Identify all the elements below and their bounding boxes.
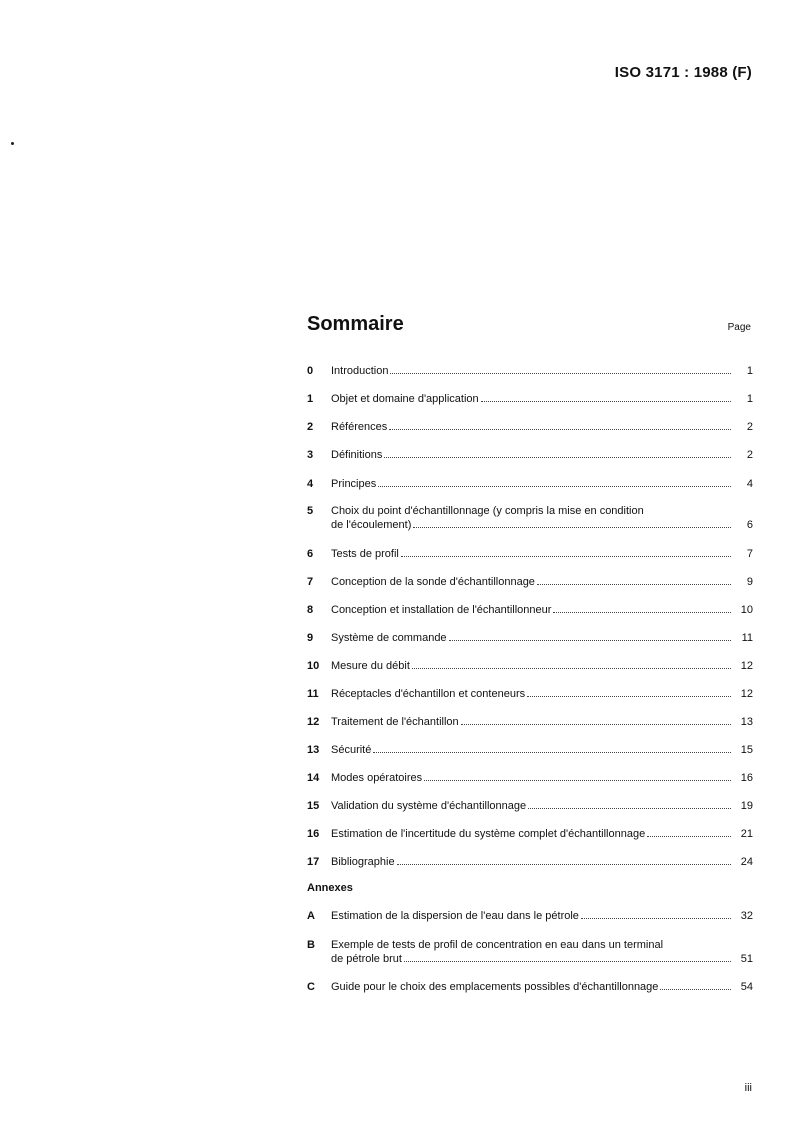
annex-entry-letter: A bbox=[307, 910, 315, 922]
toc-entry-page: 24 bbox=[740, 856, 753, 868]
toc-entry-1[interactable] bbox=[307, 392, 753, 406]
toc-entry-page: 19 bbox=[740, 800, 753, 812]
annex-entry-text: de pétrole brut bbox=[331, 953, 402, 965]
dot-leader bbox=[553, 612, 731, 613]
toc-entry-5[interactable] bbox=[307, 504, 753, 532]
toc-entry-number: 4 bbox=[307, 478, 314, 490]
toc-entry-page: 4 bbox=[746, 478, 753, 490]
toc-entry-text: Objet et domaine d'application bbox=[331, 393, 479, 405]
toc-entry-number: 3 bbox=[307, 449, 314, 461]
toc-entry-10[interactable] bbox=[307, 659, 753, 673]
dot-leader bbox=[660, 989, 731, 990]
toc-entry-text: Bibliographie bbox=[331, 856, 395, 868]
toc-entry-number: 17 bbox=[307, 856, 320, 868]
dot-leader bbox=[528, 808, 731, 809]
toc-entry-7[interactable] bbox=[307, 575, 753, 589]
toc-entry-page: 2 bbox=[746, 421, 753, 433]
toc-entry-6[interactable] bbox=[307, 547, 753, 561]
annex-entry-page: 51 bbox=[740, 953, 753, 965]
dot-leader bbox=[390, 373, 731, 374]
toc-entry-number: 12 bbox=[307, 716, 320, 728]
toc-entry-number: 16 bbox=[307, 828, 320, 840]
toc-entry-12[interactable] bbox=[307, 715, 753, 729]
toc-entry-page: 1 bbox=[746, 393, 753, 405]
toc-entry-number: 13 bbox=[307, 744, 320, 756]
toc-entry-page: 6 bbox=[746, 519, 753, 531]
toc-entry-13[interactable] bbox=[307, 743, 753, 757]
annex-entry-c[interactable] bbox=[307, 980, 753, 994]
toc-entry-number: 5 bbox=[307, 505, 314, 517]
toc-entry-text: Principes bbox=[331, 478, 377, 490]
toc-entry-text: Traitement de l'échantillon bbox=[331, 716, 459, 728]
toc-entry-page: 21 bbox=[740, 828, 753, 840]
toc-entry-page: 2 bbox=[746, 449, 753, 461]
toc-entry-text: Définitions bbox=[331, 449, 383, 461]
toc-entry-number: 11 bbox=[307, 688, 319, 700]
toc-entry-page: 10 bbox=[740, 604, 753, 616]
toc-entry-number: 0 bbox=[307, 365, 314, 377]
dot-leader bbox=[373, 752, 731, 753]
toc-entry-text: Modes opératoires bbox=[331, 772, 423, 784]
dot-leader bbox=[647, 836, 731, 837]
toc-entry-number: 6 bbox=[307, 548, 314, 560]
dot-leader bbox=[404, 961, 731, 962]
toc-entry-text: de l'écoulement) bbox=[331, 519, 412, 531]
toc-entry-page: 12 bbox=[740, 688, 753, 700]
toc-entry-text: Sécurité bbox=[331, 744, 372, 756]
dot-leader bbox=[397, 864, 731, 865]
annex-entry-text-line1: Exemple de tests de profil de concentration en eau dans un terminal bbox=[331, 939, 664, 951]
dot-leader bbox=[401, 556, 731, 557]
toc-entry-17[interactable] bbox=[307, 855, 753, 869]
dot-leader bbox=[424, 780, 731, 781]
toc-title: Sommaire bbox=[307, 313, 404, 335]
toc-entry-number: 10 bbox=[307, 660, 320, 672]
annex-entry-page: 32 bbox=[740, 910, 753, 922]
toc-entry-4[interactable] bbox=[307, 477, 753, 491]
dot-leader bbox=[481, 401, 731, 402]
annexes-heading: Annexes bbox=[307, 882, 353, 894]
toc-entry-14[interactable] bbox=[307, 771, 753, 785]
annex-entry-letter: C bbox=[307, 981, 315, 993]
annex-entry-letter: B bbox=[307, 939, 315, 951]
toc-entry-text: Réceptacles d'échantillon et conteneurs bbox=[331, 688, 526, 700]
toc-entry-15[interactable] bbox=[307, 799, 753, 813]
toc-entry-page: 7 bbox=[746, 548, 753, 560]
dot-leader bbox=[449, 640, 731, 641]
dot-leader bbox=[413, 527, 731, 528]
toc-entry-9[interactable] bbox=[307, 631, 753, 645]
toc-entry-page: 15 bbox=[740, 744, 753, 756]
dot-leader bbox=[461, 724, 731, 725]
dot-leader bbox=[389, 429, 731, 430]
toc-entry-page: 13 bbox=[740, 716, 753, 728]
dot-leader bbox=[384, 457, 731, 458]
toc-entry-page: 9 bbox=[746, 576, 753, 588]
toc-entry-3[interactable] bbox=[307, 448, 753, 462]
page-number: iii bbox=[744, 1082, 752, 1094]
toc-entry-number: 9 bbox=[307, 632, 314, 644]
scan-speck bbox=[11, 142, 14, 145]
toc-entry-text: Conception et installation de l'échantillonneur bbox=[331, 604, 552, 616]
toc-entry-text: Références bbox=[331, 421, 388, 433]
dot-leader bbox=[581, 918, 731, 919]
toc-entry-2[interactable] bbox=[307, 420, 753, 434]
toc-entry-text: Validation du système d'échantillonnage bbox=[331, 800, 527, 812]
toc-entry-text: Estimation de l'incertitude du système complet d'échantillonnage bbox=[331, 828, 646, 840]
toc-entry-number: 8 bbox=[307, 604, 314, 616]
toc-entry-number: 14 bbox=[307, 772, 320, 784]
toc-entry-number: 15 bbox=[307, 800, 320, 812]
annex-entry-text: Estimation de la dispersion de l'eau dans le pétrole bbox=[331, 910, 579, 922]
toc-entry-page: 11 bbox=[741, 632, 753, 644]
toc-entry-8[interactable] bbox=[307, 603, 753, 617]
dot-leader bbox=[412, 668, 731, 669]
toc-entry-text: Tests de profil bbox=[331, 548, 399, 560]
toc-entry-number: 2 bbox=[307, 421, 314, 433]
page-column-label: Page bbox=[727, 322, 751, 333]
annex-entry-page: 54 bbox=[740, 981, 753, 993]
dot-leader bbox=[537, 584, 731, 585]
toc-entry-text: Introduction bbox=[331, 365, 389, 377]
toc-entry-0[interactable] bbox=[307, 364, 753, 378]
annex-entry-text: Guide pour le choix des emplacements possibles d'échantillonnage bbox=[331, 981, 659, 993]
dot-leader bbox=[527, 696, 731, 697]
toc-entry-11[interactable] bbox=[307, 687, 753, 701]
dot-leader bbox=[378, 486, 731, 487]
toc-entry-16[interactable] bbox=[307, 827, 753, 841]
toc-entry-page: 12 bbox=[740, 660, 753, 672]
toc-entry-page: 1 bbox=[746, 365, 753, 377]
toc-entry-text: Mesure du débit bbox=[331, 660, 410, 672]
document-reference: ISO 3171 : 1988 (F) bbox=[614, 64, 752, 81]
toc-entry-page: 16 bbox=[740, 772, 753, 784]
toc-entry-number: 1 bbox=[307, 393, 314, 405]
annex-entry-a[interactable] bbox=[307, 909, 753, 923]
toc-entry-number: 7 bbox=[307, 576, 314, 588]
annex-entry-b[interactable] bbox=[307, 938, 753, 966]
toc-entry-text-line1: Choix du point d'échantillonnage (y compris la mise en condition bbox=[331, 505, 644, 517]
toc-entry-text: Conception de la sonde d'échantillonnage bbox=[331, 576, 535, 588]
toc-entry-text: Système de commande bbox=[331, 632, 447, 644]
